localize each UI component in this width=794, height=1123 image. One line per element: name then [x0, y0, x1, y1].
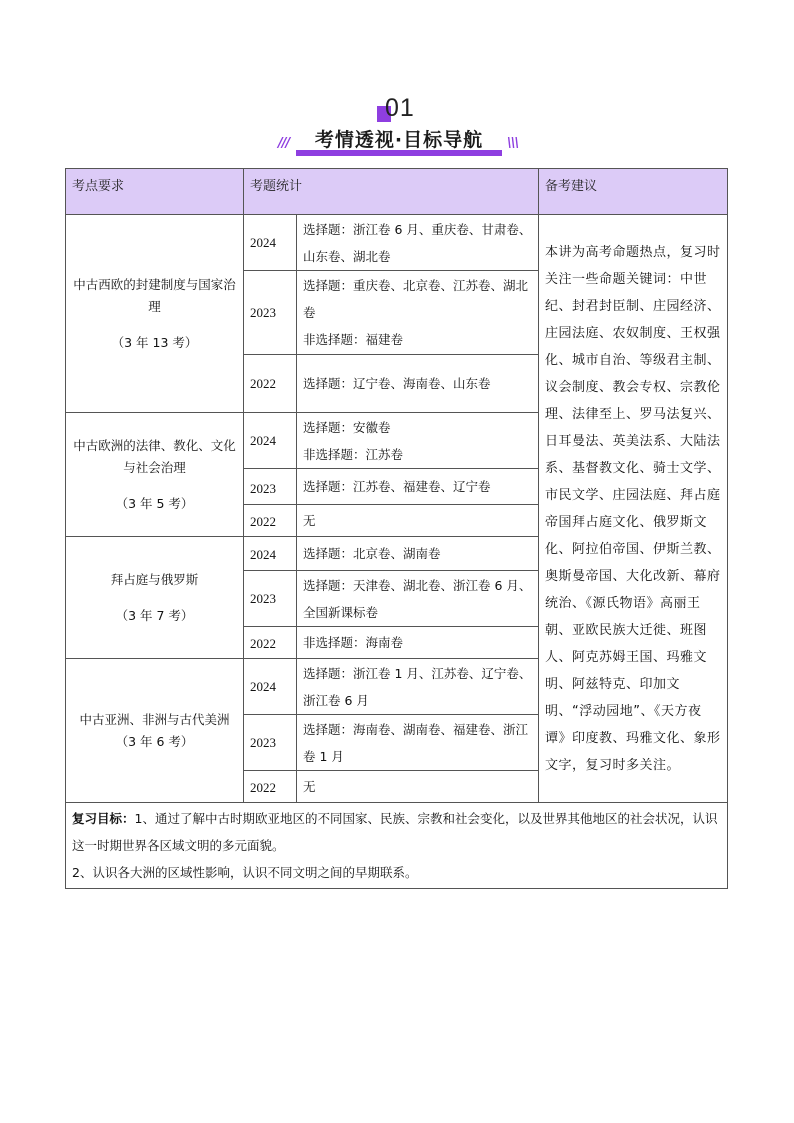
year-cell: 2022: [244, 505, 297, 537]
year-cell: 2024: [244, 659, 297, 715]
topic-count: （3 年 7 考）: [115, 607, 194, 623]
topic-name: 拜占庭与俄罗斯: [110, 571, 199, 587]
question-cell: [297, 271, 539, 355]
topic-name: 中古欧洲的法律、教化、文化与社会治理: [73, 437, 236, 475]
section-number-text: 01: [385, 94, 415, 122]
topic-cell: [66, 659, 244, 803]
year-cell: 2023: [244, 469, 297, 505]
exam-overview-table: [65, 168, 728, 889]
question-cell: 选择题：海南卷、湖南卷、福建卷、浙江卷 1 月: [297, 715, 539, 771]
topic-count: （3 年 5 考）: [115, 495, 194, 511]
question-cell: 选择题：辽宁卷、海南卷、山东卷: [297, 355, 539, 413]
year-cell: 2022: [244, 355, 297, 413]
header-stats: 考题统计: [244, 169, 539, 215]
header-topic: 考点要求: [66, 169, 244, 215]
topic-count: （3 年 13 考）: [111, 334, 198, 350]
section-title: 考情透视·目标导航: [314, 129, 484, 151]
review-goal-row: [66, 803, 728, 889]
advice-cell: 本讲为高考命题热点，复习时关注一些命题关键词：中世纪、封君封臣制、庄园经济、庄园法庭、农奴制度、王权强化、城市自治、等级君主制、议会制度、教会专权、宗教伦理、法律至上、罗马法复兴、日耳曼法、英美法系、大陆法系、基督教文化、骑士文学、市民文学、庄园法庭、拜占庭帝国拜占庭文化、俄罗斯文化、阿拉伯帝国、伊斯兰教、奥斯曼帝国、大化改新、幕府统治、《源氏物语》高丽王朝、亚欧民族大迁徙、班图人、阿克苏姆王国、玛雅文明、阿兹特克、印加文明、“浮动园地”、《天方夜谭》印度教、玛雅文化、象形文字，复习时多关注。: [539, 215, 728, 803]
review-goal-line-2: 2、认识各大洲的区域性影响，认识不同文明之间的早期联系。: [72, 865, 418, 880]
question-cell: [297, 413, 539, 469]
year-cell: 2024: [244, 413, 297, 469]
question-text: 选择题：重庆卷、北京卷、江苏卷、湖北卷: [303, 278, 529, 320]
year-cell: 2023: [244, 571, 297, 627]
topic-name: 中古西欧的封建制度与国家治理: [73, 276, 236, 314]
header-advice: 备考建议: [539, 169, 728, 215]
table-row: [66, 215, 728, 271]
question-text-2: 非选择题：福建卷: [303, 332, 404, 347]
year-cell: 2024: [244, 537, 297, 571]
section-number: [375, 96, 435, 126]
topic-cell: [66, 215, 244, 413]
question-cell: 选择题：天津卷、湖北卷、浙江卷 6 月、全国新课标卷: [297, 571, 539, 627]
review-goal-cell: [66, 803, 728, 889]
question-cell: 选择题：江苏卷、福建卷、辽宁卷: [297, 469, 539, 505]
question-cell: 无: [297, 771, 539, 803]
question-cell: 选择题：北京卷、湖南卷: [297, 537, 539, 571]
question-text-2: 非选择题：江苏卷: [303, 446, 404, 462]
topic-count: （3 年 6 考）: [115, 733, 194, 749]
table-header-row: [66, 169, 728, 215]
right-slash-decoration: \\\: [507, 136, 519, 151]
question-cell: 非选择题：海南卷: [297, 627, 539, 659]
year-cell: 2022: [244, 627, 297, 659]
review-goal-line-1: 1、通过了解中古时期欧亚地区的不同国家、民族、宗教和社会变化，以及世界其他地区的社会状况，认识这一时期世界各区域文明的多元面貌。: [72, 811, 718, 853]
topic-cell: [66, 537, 244, 659]
question-text: 选择题：安徽卷: [303, 419, 391, 435]
question-cell: 选择题：浙江卷 6 月、重庆卷、甘肃卷、山东卷、湖北卷: [297, 215, 539, 271]
year-cell: 2022: [244, 771, 297, 803]
topic-cell: [66, 413, 244, 537]
left-slash-decoration: ///: [278, 136, 290, 151]
question-cell: 无: [297, 505, 539, 537]
year-cell: 2023: [244, 271, 297, 355]
question-cell: 选择题：浙江卷 1 月、江苏卷、辽宁卷、浙江卷 6 月: [297, 659, 539, 715]
section-heading: [0, 92, 794, 162]
topic-name: 中古亚洲、非洲与古代美洲: [79, 711, 230, 727]
year-cell: 2024: [244, 215, 297, 271]
review-goal-label: 复习目标：: [72, 811, 135, 826]
year-cell: 2023: [244, 715, 297, 771]
